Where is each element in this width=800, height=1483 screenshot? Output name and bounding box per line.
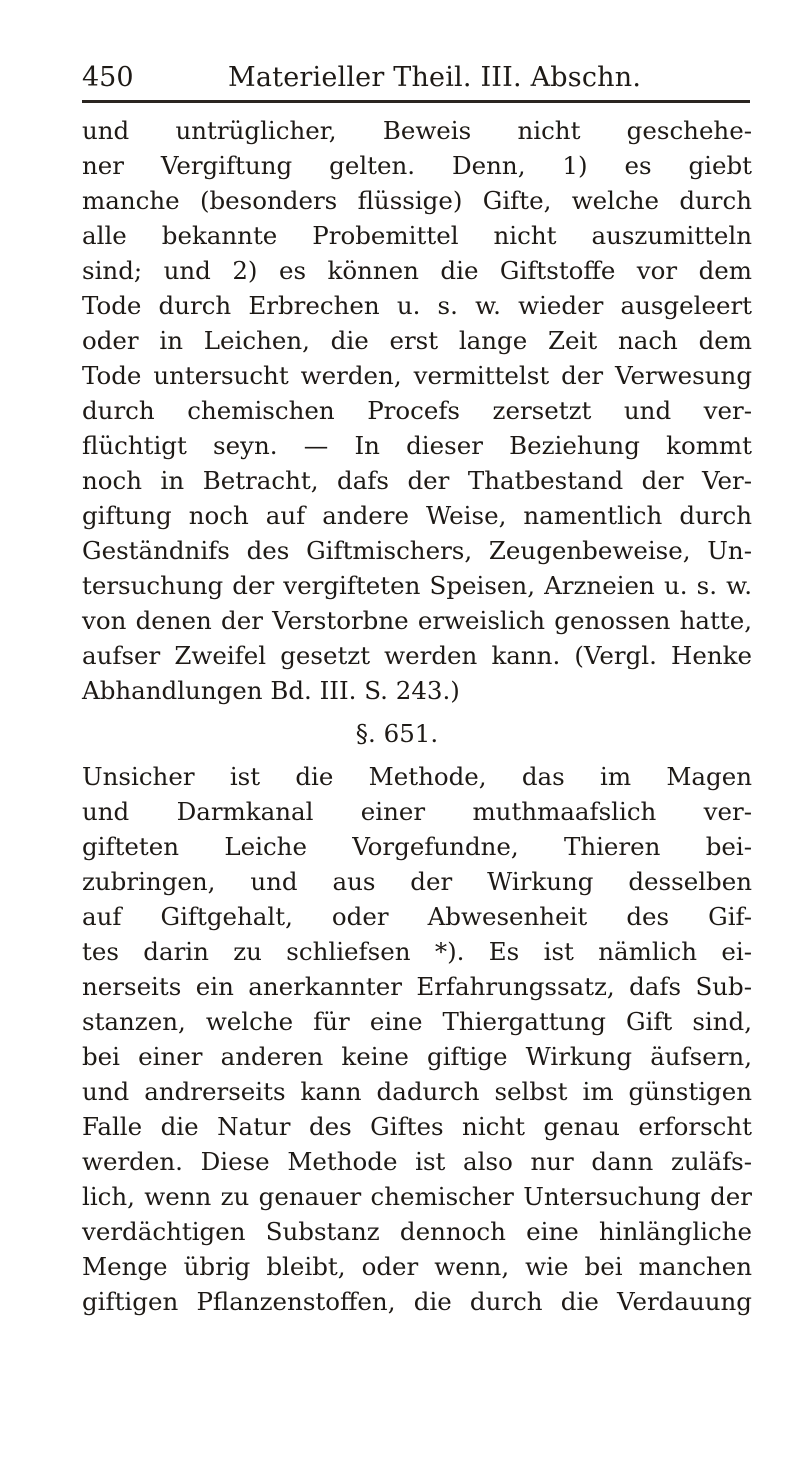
header-rule bbox=[82, 100, 750, 103]
text-line: manche (besonders flüssige) Gifte, welche durch bbox=[82, 186, 752, 215]
section-heading: §. 651. bbox=[355, 719, 439, 748]
text-line: Abhandlungen Bd. III. S. 243.) bbox=[82, 676, 460, 705]
text-line: und andrerseits kann dadurch selbst im günstigen bbox=[82, 1077, 752, 1106]
text-line: Geständnifs des Giftmischers, Zeugenbeweise, Un- bbox=[82, 536, 752, 565]
text-line: Tode durch Erbrechen u. s. w. wieder ausgeleert bbox=[82, 291, 752, 320]
text-line: bei einer anderen keine giftige Wirkung äufsern, bbox=[82, 1042, 752, 1071]
text-line: und Darmkanal einer muthmaafslich ver- bbox=[82, 797, 752, 826]
text-line: gifteten Leiche Vorgefundne, Thieren bei- bbox=[82, 832, 752, 861]
text-line: noch in Betracht, dafs der Thatbestand der Ver- bbox=[82, 466, 752, 495]
text-line: durch chemischen Procefs zersetzt und ver- bbox=[82, 396, 752, 425]
text-line: giftung noch auf andere Weise, namentlich durch bbox=[82, 501, 752, 530]
text-line: aufser Zweifel gesetzt werden kann. (Vergl. Henke bbox=[82, 641, 752, 670]
text-line: verdächtigen Substanz dennoch eine hinlängliche bbox=[82, 1217, 752, 1246]
text-line: lich, wenn zu genauer chemischer Untersuchung der bbox=[82, 1182, 752, 1211]
text-line: zubringen, und aus der Wirkung desselben bbox=[82, 867, 752, 896]
text-line: auf Giftgehalt, oder Abwesenheit des Gif- bbox=[82, 902, 752, 931]
text-line: Falle die Natur des Giftes nicht genau erforscht bbox=[82, 1112, 752, 1141]
text-line: Tode untersucht werden, vermittelst der Verwesung bbox=[82, 361, 752, 390]
paragraph-1 bbox=[82, 113, 752, 708]
text-line: alle bekannte Probemittel nicht auszumitteln bbox=[82, 221, 752, 250]
running-head: Materieller Theil. III. Abschn. bbox=[228, 62, 642, 93]
text-line: tes darin zu schliefsen *). Es ist nämlich ei- bbox=[82, 937, 752, 966]
text-line: stanzen, welche für eine Thiergattung Gift sind, bbox=[82, 1007, 752, 1036]
paragraph-2 bbox=[82, 759, 752, 1319]
text-line: werden. Diese Methode ist also nur dann zuläfs- bbox=[82, 1147, 752, 1176]
text-line: und untrüglicher, Beweis nicht geschehe- bbox=[82, 116, 752, 145]
text-line: giftigen Pflanzenstoffen, die durch die Verdauung bbox=[82, 1287, 752, 1316]
text-line: sind; und 2) es können die Giftstoffe vor dem bbox=[82, 256, 752, 285]
body-text bbox=[82, 113, 752, 1319]
text-line: tersuchung der vergifteten Speisen, Arzneien u. s. w. bbox=[82, 571, 752, 600]
text-line: oder in Leichen, die erst lange Zeit nach dem bbox=[82, 326, 752, 355]
text-line: Menge übrig bleibt, oder wenn, wie bei manchen bbox=[82, 1252, 752, 1281]
text-line: nerseits ein anerkannter Erfahrungssatz, dafs Sub- bbox=[82, 972, 752, 1001]
page-header bbox=[82, 60, 752, 96]
text-line: flüchtigt seyn. — In dieser Beziehung kommt bbox=[82, 431, 752, 460]
text-line: ner Vergiftung gelten. Denn, 1) es giebt bbox=[82, 151, 752, 180]
text-line: Unsicher ist die Methode, das im Magen bbox=[82, 762, 752, 791]
text-line: von denen der Verstorbne erweislich genossen hatte, bbox=[82, 606, 752, 635]
page-number: 450 bbox=[82, 62, 134, 93]
